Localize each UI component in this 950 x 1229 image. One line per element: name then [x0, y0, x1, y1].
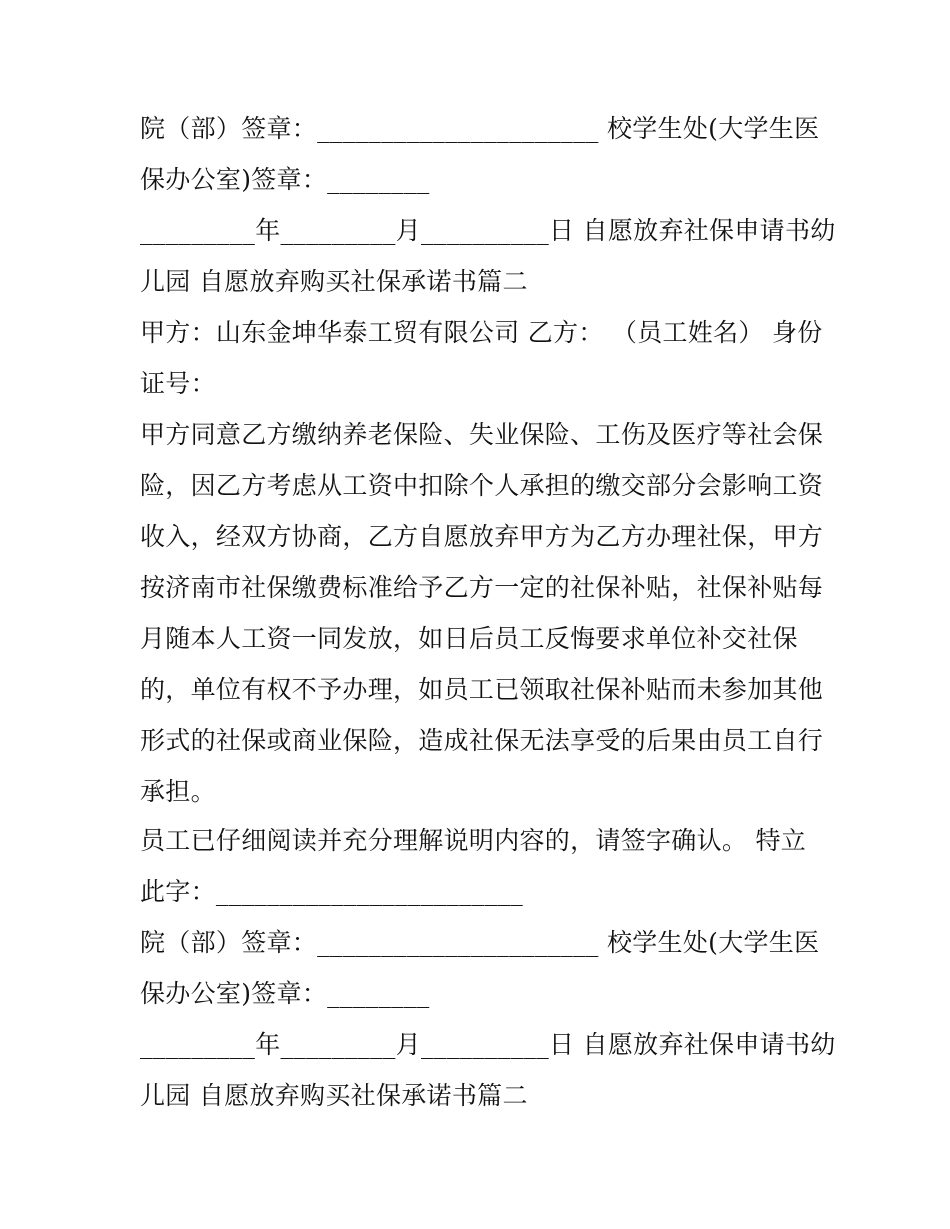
text-line: 险，因乙方考虑从工资中扣除个人承担的缴交部分会影响工资 — [140, 471, 824, 500]
text-line: 院（部）签章：______________________ 校学生处(大学生医 — [140, 928, 820, 957]
text-line: 承担。 — [140, 777, 216, 806]
text-line: 员工已仔细阅读并充分理解说明内容的，请签字确认。 特立 — [140, 826, 807, 855]
text-line: 月随本人工资一同发放，如日后员工反悔要求单位补交社保 — [140, 624, 798, 653]
text-line: _________年_________月__________日 自愿放弃社保申请书幼 — [140, 216, 836, 245]
text-line: 保办公室)签章：________ — [140, 165, 430, 194]
text-line: _________年_________月__________日 自愿放弃社保申请书幼 — [140, 1030, 836, 1059]
text-line: 儿园 自愿放弃购买社保承诺书篇二 — [140, 1081, 528, 1110]
text-line: 形式的社保或商业保险，造成社保无法享受的后果由员工自行 — [140, 726, 824, 755]
text-line: 保办公室)签章：________ — [140, 979, 430, 1008]
text-line: 儿园 自愿放弃购买社保承诺书篇二 — [140, 267, 528, 296]
text-line: 甲方同意乙方缴纳养老保险、失业保险、工伤及医疗等社会保 — [140, 420, 824, 449]
text-line: 院（部）签章：______________________ 校学生处(大学生医 — [140, 114, 820, 143]
text-line: 的，单位有权不予办理，如员工已领取社保补贴而未参加其他 — [140, 675, 824, 704]
text-line: 收入，经双方协商，乙方自愿放弃甲方为乙方办理社保，甲方 — [140, 522, 824, 551]
text-line: 此字：________________________ — [140, 877, 524, 906]
text-line: 证号： — [140, 369, 216, 398]
text-line: 甲方：山东金坤华泰工贸有限公司 乙方： （员工姓名） 身份 — [140, 318, 823, 347]
text-line: 按济南市社保缴费标准给予乙方一定的社保补贴，社保补贴每 — [140, 573, 824, 602]
